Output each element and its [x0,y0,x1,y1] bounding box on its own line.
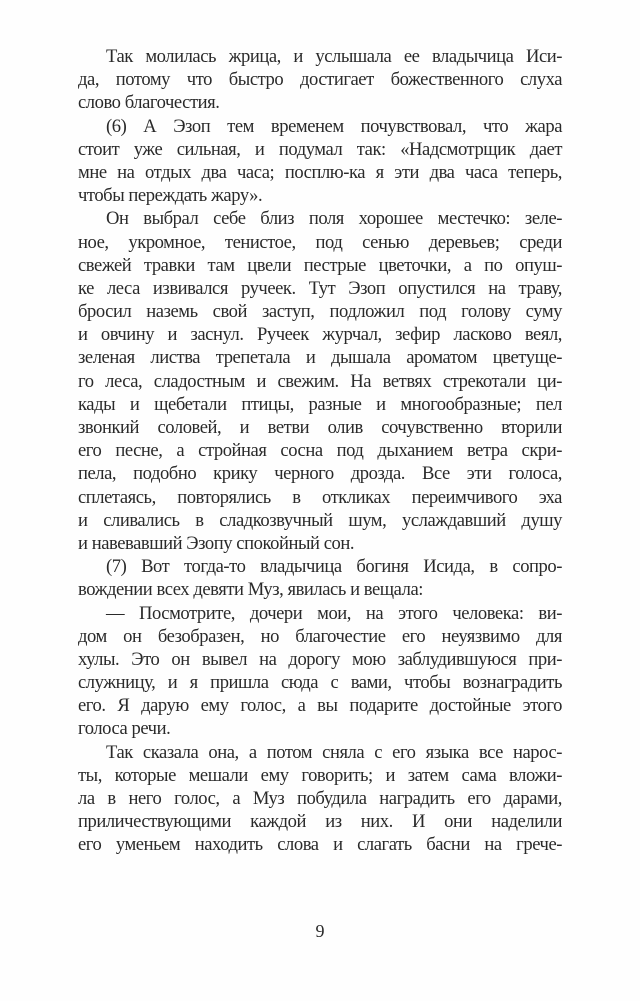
text-line: дом он безобразен, но благочестие его неуязвимо для [78,625,562,647]
text-line: и сливались в сладкозвучный шум, услаждавший душу [78,509,562,531]
text-line: свежей травки там цвели пестрые цветочки, а по опуш- [78,254,562,276]
text-line: го леса, сладостным и свежим. На ветвях стрекотали ци- [78,370,562,392]
text-line: его. Я дарую ему голос, а вы подарите достойные этого [78,695,562,717]
text-line: слово благочестия. [78,92,220,114]
text-line: ла в него голос, а Муз побудила наградить его дарами, [78,788,562,809]
text-line: кады и щебетали птицы, разные и многообразные; пел [78,393,562,415]
text-line: ное, укромное, тенистое, под сенью деревьев; среди [78,231,562,253]
text-line: и навевавший Эзопу спокойный сон. [78,532,355,554]
text-line: да, потому что быстро достигает божественного слуха [78,69,562,91]
text-line: пела, подобно крику черного дрозда. Все эти голоса, [78,463,562,485]
page-number: 9 [315,921,325,941]
text-line: стоит уже сильная, и подумал так: «Надсмотрщик дает [78,138,562,160]
text-line: Так молилась жрица, и услышала ее владычица Иси- [106,46,562,67]
text-line: голоса речи. [78,718,171,740]
text-line: (6) А Эзоп тем временем почувствовал, что жара [106,115,562,137]
text-line: чтобы переждать жару». [78,185,263,207]
text-line: Он выбрал себе близ поля хорошее местечко: зеле- [106,208,562,230]
text-line: хулы. Это он вывел на дорогу мою заблудившуюся при- [78,648,562,670]
text-line: зеленая листва трепетала и дышала ароматом цветуще- [78,347,562,369]
text-line: ке леса извивался ручеек. Тут Эзоп опустился на траву, [78,277,562,299]
text-line: ты, которые мешали ему говорить; и затем сама вложи- [78,764,562,786]
text-line: Так сказала она, а потом сняла с его языка все нарос- [106,741,562,763]
text-line: мне на отдых два часа; посплю-ка я эти два часа теперь, [78,161,562,183]
text-line: его песне, а стройная сосна под дыханием ветра скри- [78,440,562,462]
text-line: бросил наземь свой заступ, подложил под голову суму [78,301,562,323]
body-text [78,45,562,857]
text-line: и овчину и заснул. Ручеек журчал, зефир ласково веял, [78,324,562,346]
text-line: сплетаясь, повторялись в откликах переимчивого эха [78,486,562,508]
text-line: приличествующими каждой из них. И они наделили [78,811,562,833]
text-line: его уменьем находить слова и слагать басни на грече- [78,834,562,856]
text-line: (7) Вот тогда-то владычица богиня Исида, в сопро- [106,556,562,578]
text-line: служницу, и я пришла сюда с вами, чтобы вознаградить [78,672,562,694]
text-line: звонкий соловей, и ветви олив сочувственно вторили [78,417,562,438]
text-line: — Посмотрите, дочери мои, на этого человека: ви- [106,602,562,624]
text-line: вождении всех девяти Муз, явилась и вещала: [78,579,423,601]
